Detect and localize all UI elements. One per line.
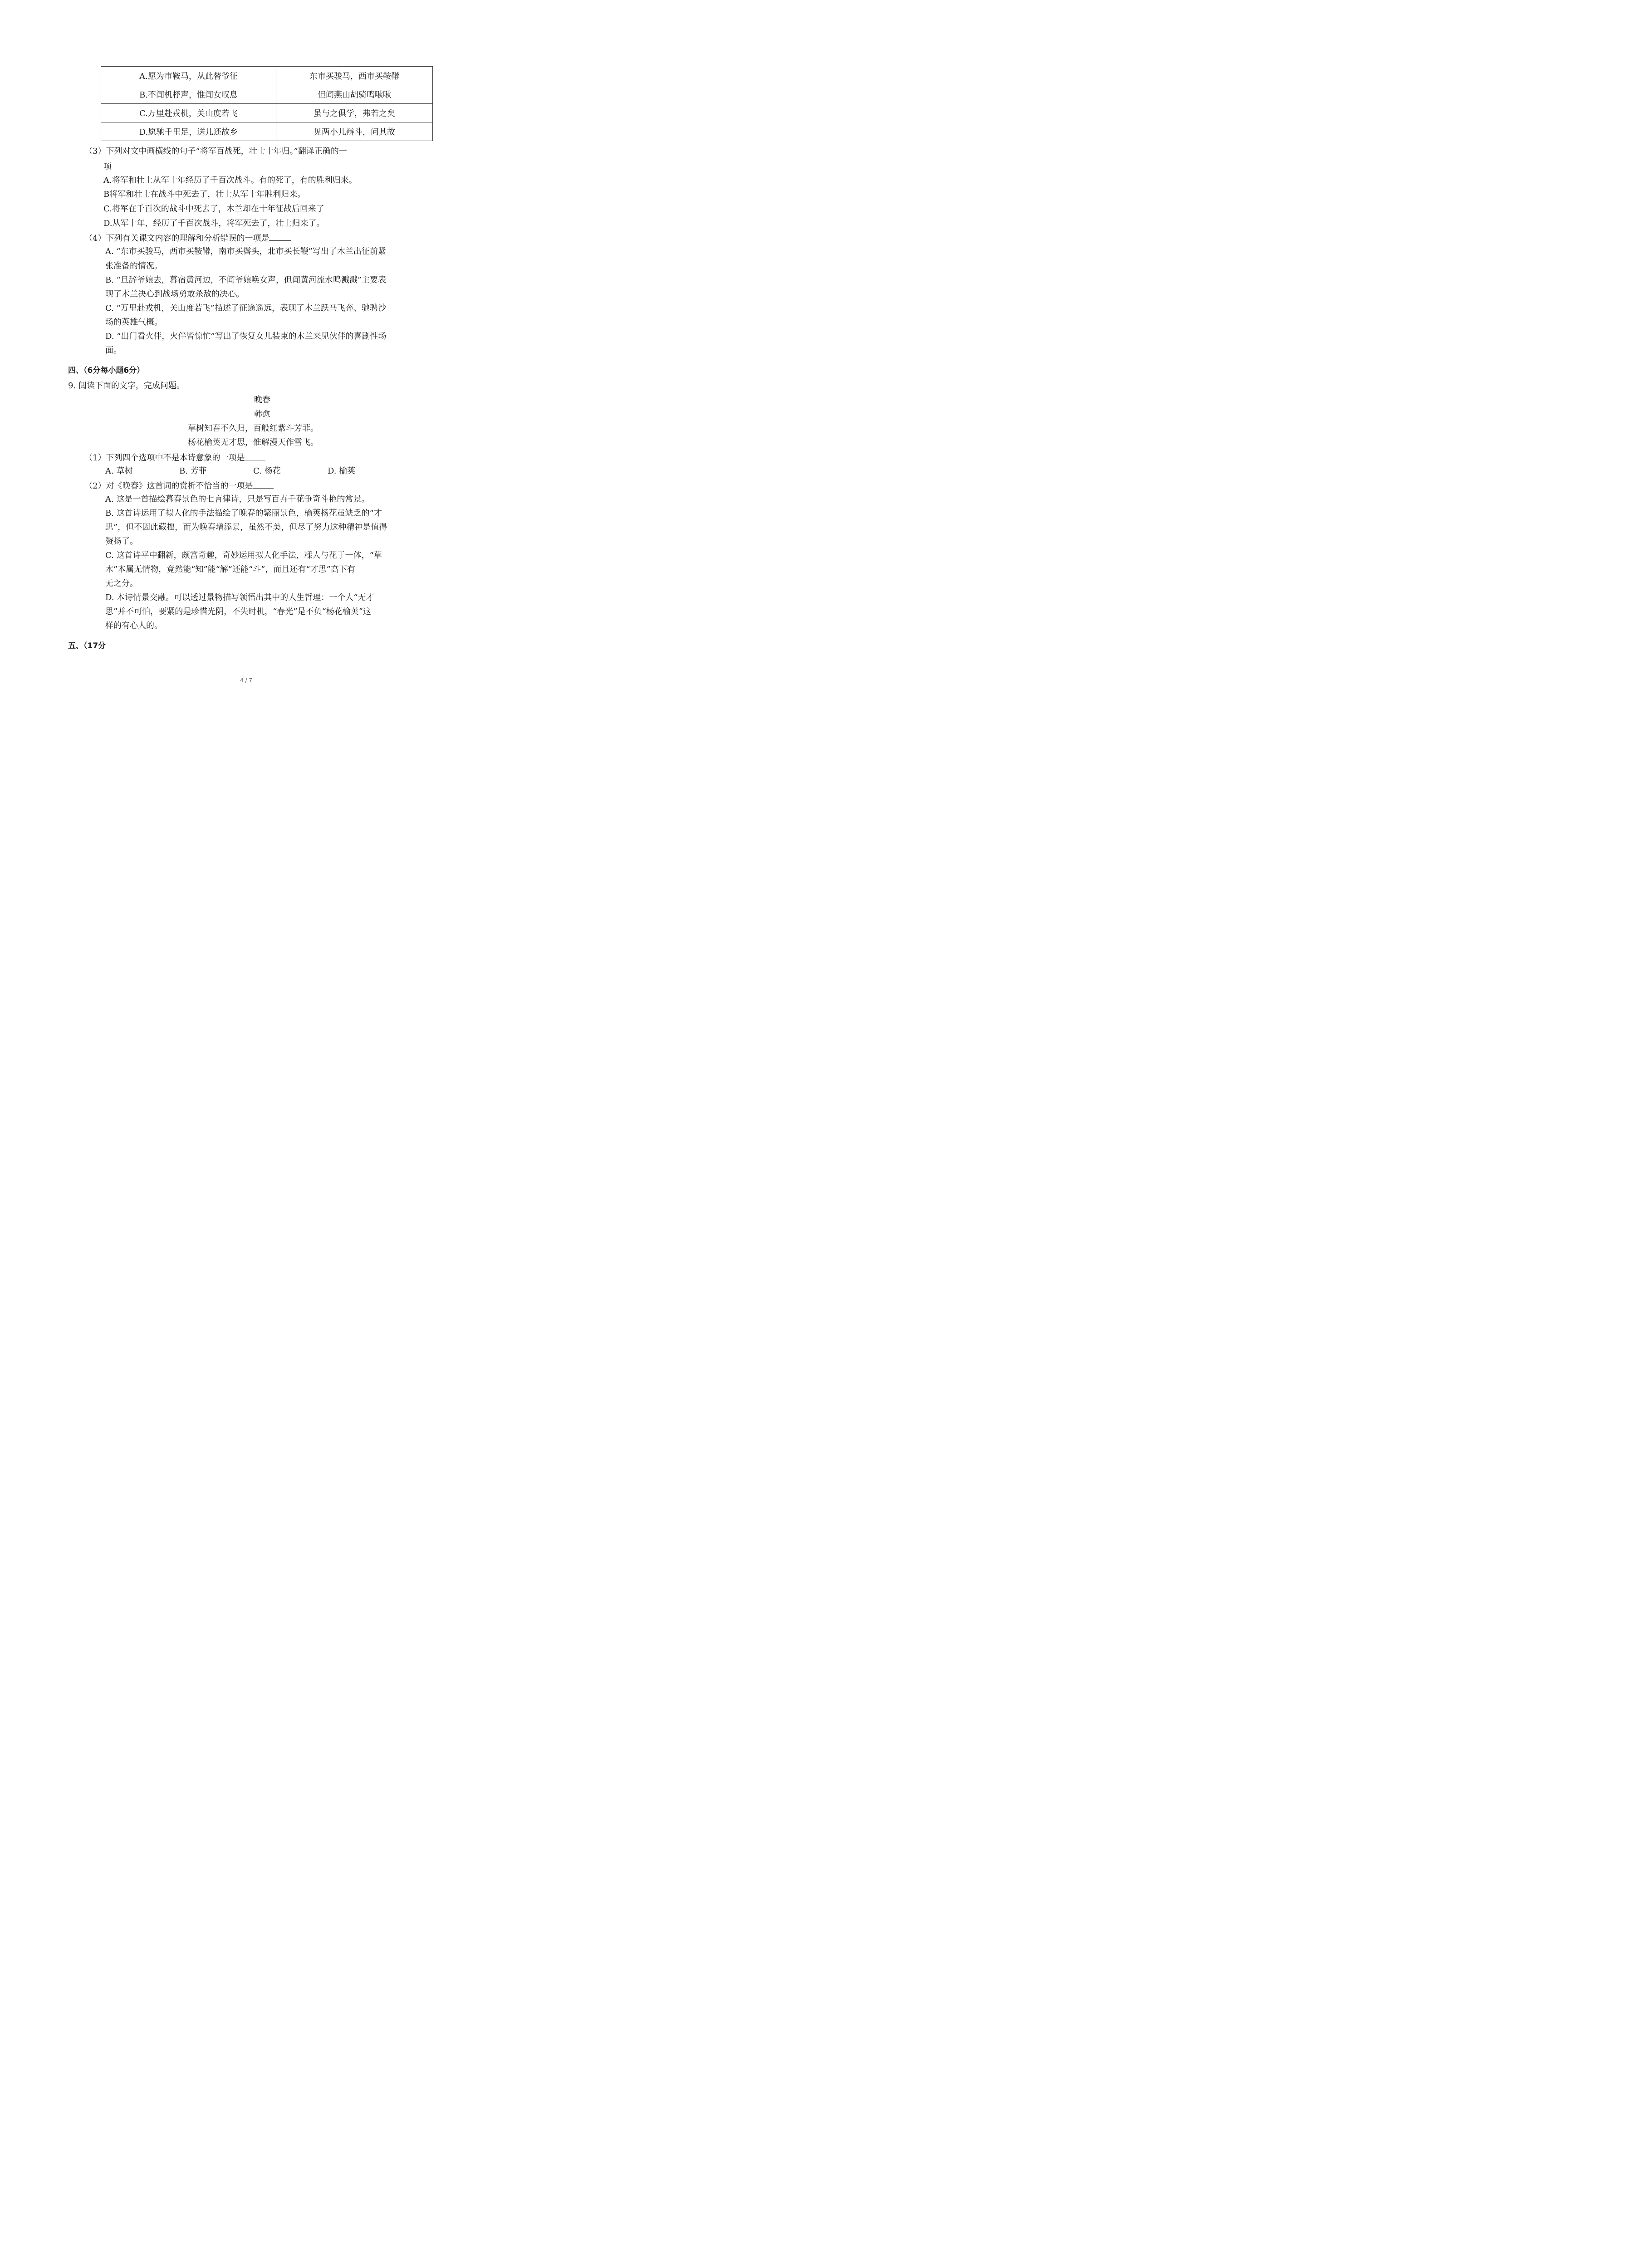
q9-sub2-option-d-line1: D. 本诗情景交融。可以透过景物描写领悟出其中的人生哲理：一个人“无才 (105, 593, 374, 602)
q9-sub2-option-b-line2: 思”，但不因此藏拙，而为晚春增添景，虽然不美，但尽了努力这种精神是值得 (105, 523, 387, 532)
q9-sub2-option-d-line3: 样的有心人的。 (105, 621, 162, 631)
q9-sub2-option-b-line1: B. 这首诗运用了拟人化的手法描绘了晚春的繁丽景色，榆荚杨花虽缺乏的“才 (105, 508, 382, 518)
q4-option-a-line1: A. “东市买骏马，西市买鞍鞯，南市买辔头，北市买长鞭”写出了木兰出征前紧 (105, 247, 386, 256)
options-table-row (101, 122, 433, 141)
option-right-cell: 但闻燕山胡骑鸣啾啾 (276, 85, 433, 104)
q4-option-d-line2: 面。 (105, 346, 122, 355)
q3-option-d: D.从军十年，经历了千百次战斗，将军死去了，壮士归来了。 (103, 219, 325, 228)
q9-sub1-option-c: C. 杨花 (253, 466, 281, 476)
q3-answer-blank (112, 161, 170, 169)
q3-stem-cont: 项 (103, 161, 170, 172)
poem-line-1: 草树知春不久归，百般红紫斗芳菲。 (188, 424, 318, 433)
q3-option-a: A.将军和壮士从军十年经历了千百次战斗。有的死了，有的胜利归来。 (103, 176, 357, 185)
q9-sub2-option-c-line3: 无之分。 (105, 579, 138, 588)
q3-option-c: C.将军在千百次的战斗中死去了，木兰却在十年征战后回来了 (103, 204, 324, 214)
q3-option-b: B将军和壮士在战斗中死去了，壮士从军十年胜利归来。 (103, 190, 306, 199)
q9-sub2-option-c-line1: C. 这首诗平中翻新，颇富奇趣，奇妙运用拟人化手法，糅人与花于一体，“草 (105, 551, 382, 560)
q4-answer-blank (269, 232, 291, 241)
poem-title: 晚春 (254, 395, 270, 405)
option-right-cell: 虽与之俱学，弗若之矣 (276, 104, 433, 122)
q9-sub1-option-a: A. 草树 (105, 466, 133, 476)
section-4-heading: 四、（6分每小题6分） (68, 366, 145, 375)
poem-author: 韩愈 (254, 410, 270, 419)
q9-sub2-option-c-line2: 木”本属无情物，竟然能“知”能“解”还能“斗”，而且还有“才思”高下有 (105, 565, 355, 574)
option-left-cell: C.万里赴戎机，关山度若飞 (101, 104, 276, 122)
q9-sub2-option-a: A. 这是一首描绘暮春景色的七言律诗，只是写百卉千花争奇斗艳的常景。 (105, 494, 370, 504)
q9-sub2-option-d-line2: 思”并不可怕，要紧的是珍惜光阴，不失时机，“春光”是不负“杨花榆荚”这 (105, 607, 372, 616)
q9-sub1-answer-blank (245, 452, 265, 460)
options-table-row (101, 67, 433, 85)
q4-option-a-line2: 张准备的情况。 (105, 261, 162, 271)
option-left-cell: A.愿为市鞍马，从此替爷征 (101, 67, 276, 85)
q4-option-c-line2: 场的英雄气概。 (105, 318, 162, 327)
section-5-heading: 五、（17分 (68, 641, 106, 650)
q4-option-b-line1: B. “旦辞爷娘去，暮宿黄河边，不闻爷娘唤女声，但闻黄河流水鸣溅溅”主要表 (105, 275, 387, 285)
q4-option-c-line1: C. “万里赴戎机，关山度若飞”描述了征途遥远，表现了木兰跃马飞奔、驰骋沙 (105, 303, 386, 313)
q9-sub1-stem: （1）下列四个选项中不是本诗意象的一项是 (84, 452, 265, 464)
q9-sub1-option-b: B. 芳菲 (179, 466, 207, 476)
options-table (101, 66, 433, 141)
q3-stem: （3）下列对文中画横线的句子“将军百战死，壮士十年归。”翻译正确的一 (84, 147, 347, 156)
q9-stem: 9. 阅读下面的文字，完成问题。 (68, 381, 185, 391)
q4-option-b-line2: 现了木兰决心到战场勇敢杀敌的决心。 (105, 289, 244, 299)
option-right-cell: 东市买骏马，西市买鞍鞯 (276, 67, 433, 85)
q9-sub1-option-d: D. 榆荚 (328, 466, 356, 476)
options-table-row (101, 104, 433, 122)
q9-sub2-stem: （2）对《晚春》这首词的赏析不恰当的一项是 (84, 480, 274, 492)
option-left-cell: D.愿驰千里足，送儿还故乡 (101, 122, 276, 141)
page-number: 4 / 7 (240, 677, 252, 684)
q4-stem: （4）下列有关课文内容的理解和分析错误的一项是 (84, 232, 291, 244)
q9-sub2-option-b-line3: 赞扬了。 (105, 537, 138, 546)
option-left-cell: B.不闻机杼声，惟闻女叹息 (101, 85, 276, 104)
poem-line-2: 杨花榆荚无才思，惟解漫天作雪飞。 (188, 438, 318, 447)
q4-option-d-line1: D. “出门看火伴，火伴皆惊忙”写出了恢复女儿装束的木兰来见伙伴的喜剧性场 (105, 332, 387, 341)
q9-sub2-answer-blank (253, 480, 274, 489)
option-right-cell: 见两小儿辩斗，问其故 (276, 122, 433, 141)
options-table-row (101, 85, 433, 104)
